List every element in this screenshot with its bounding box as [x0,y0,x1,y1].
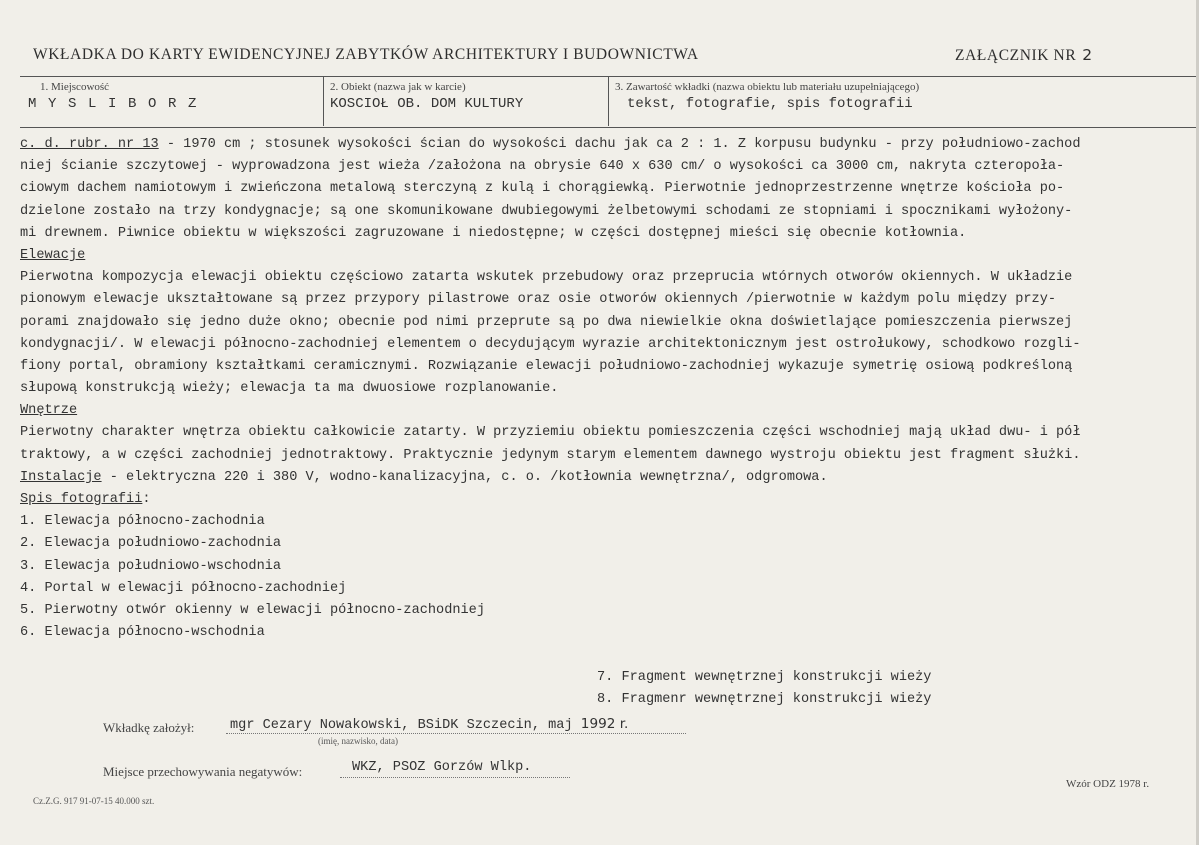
content-label: 3. Zawartość wkładki (nazwa obiektu lub materiału uzupełniającego) [615,81,920,93]
place-label: 1. Miejscowość [40,81,110,93]
dotted-rule [226,733,686,734]
text-line: ciowym dachem namiotowym i zwieńczona metalową sterczyną z kulą i chorągiewką. Pierwotnie jednoprzestrzenne wnętrze kościoła po- [20,181,1065,197]
heading-colon: : [142,492,151,507]
content-value: tekst, fotografie, spis fotografii [627,96,913,112]
created-year: 1992 r. [580,716,629,732]
created-by-text: mgr Cezary Nowakowski, BSiDK Szczecin, maj [230,718,573,733]
text-line: Pierwotna kompozycja elewacji obiektu częściowo zatarta wskutek przebudowy oraz przeprucia wtórnych otworów okiennych. W układzie [20,270,1073,286]
text-line: mi drewnem. Piwnice obiektu w większości zagruzowane i niedostępne; w części dostępnej mieści się obecnie kotłownia. [20,225,967,241]
photo-list-item: 7. Fragment wewnętrznej konstrukcji wieży [597,670,932,685]
section-heading-elewacje: Elewacje [20,247,86,263]
negatives-location-label: Miejsce przechowywania negatywów: [103,764,303,779]
object-label: 2. Obiekt (nazwa jak w karcie) [330,81,466,93]
created-by-value [230,716,628,733]
text-line: pionowym elewacje ukształtowane są przez przypory pilastrowe oraz osie otworów okiennych /pierwotnie w każdym polu między przy- [20,292,1057,308]
text-line: niej ścianie szczytowej - wyprowadzona jest wieża /założona na obrysie 640 x 630 cm/ o wysokości ca 3000 cm, nakryta czteropoła- [20,159,1065,175]
section-heading-instalacje: Instalacje [20,469,102,485]
photo-list-item: 4. Portal w elewacji północno-zachodniej [20,580,347,596]
section-heading-wnetrze: Wnętrze [20,403,78,419]
photo-list-item: 3. Elewacja południowo-wschodnia [20,558,282,574]
typed-description [20,134,1196,644]
text-line [20,489,1196,511]
object-value: KOSCIOŁ OB. DOM KULTURY [330,96,524,112]
photo-list-item: 1. Elewacja północno-zachodnia [20,514,265,530]
text-line [20,134,1196,156]
section-heading-spis: Spis fotografii [20,492,143,507]
annex-label [955,46,1093,65]
text-line: dzielone zostało na trzy kondygnacje; są one skomunikowane dwubiegowymi żelbetowymi schodami ze stopniami i spocznikami wyłożony- [20,203,1073,219]
place-value: M Y S L I B O R Z [28,96,199,112]
photo-list-item: 5. Pierwotny otwór okienny w elewacji północno-zachodniej [20,602,485,618]
photo-list-item: 6. Elewacja północno-wschodnia [20,625,265,641]
form-title: WKŁADKA DO KARTY EWIDENCYJNEJ ZABYTKÓW ARCHITEKTURY I BUDOWNICTWA [33,46,699,63]
text-line: porami znajdowało się jedno duże okno; obecnie pod nimi przeprute są po dwa niewielkie okna doświetlające pomieszczenia pierwszej [20,314,1073,330]
text-line: kondygnacji/. W elewacji północno-zachodniej elementem o decydującym wyrazie architektonicznym jest ostrołukowy, schodkowo rozgli- [20,336,1081,352]
text-span: - 1970 cm ; stosunek wysokości ścian do wysokości dachu jak ca 2 : 1. Z korpusu budynku - przy południowo-zachod [158,137,1081,152]
text-line: słupową konstrukcją wieży; elewacja ta ma dwuosiowe rozplanowanie. [20,381,559,397]
text-line: traktowy, a w części zachodniej jednotraktowy. Praktycznie jedynym starym elementem dawnego wystroju obiektu jest fragment służki. [20,447,1081,463]
annex-label-text: ZAŁĄCZNIK NR [955,47,1077,64]
created-by-label: Wkładkę założył: [103,720,195,735]
negatives-location-value: WKZ, PSOZ Gorzów Wlkp. [352,760,532,775]
field-divider [608,76,609,126]
text-span: - elektryczna 220 i 380 V, wodno-kanalizacyjna, c. o. /kotłownia wewnętrzna/, odgromowa. [101,469,828,485]
annex-number: 2 [1082,46,1093,64]
text-line: Pierwotny charakter wnętrza obiektu całkowicie zatarty. W przyziemiu obiektu pomieszczenia części wschodniej mają układ dwu- i pół [20,425,1081,441]
field-divider [323,76,324,126]
text-line [20,467,1196,489]
text-line: fiony portal, obramiony kształtkami ceramicznymi. Rozwiązanie elewacji południowo-zachodniej wykazuje symetrię osiową podkreśloną [20,358,1073,374]
photo-list-item: 2. Elewacja południowo-zachodnia [20,536,282,552]
rubric-reference: c. d. rubr. nr 13 [20,137,159,152]
photo-list-item: 8. Fragmenr wewnętrznej konstrukcji wieży [597,692,932,707]
created-by-caption: (imię, nazwisko, data) [318,736,398,746]
dotted-rule [340,777,570,778]
form-code: Wzór ODZ 1978 r. [1066,778,1150,790]
print-info: Cz.Z.G. 917 91-07-15 40.000 szt. [33,796,155,806]
